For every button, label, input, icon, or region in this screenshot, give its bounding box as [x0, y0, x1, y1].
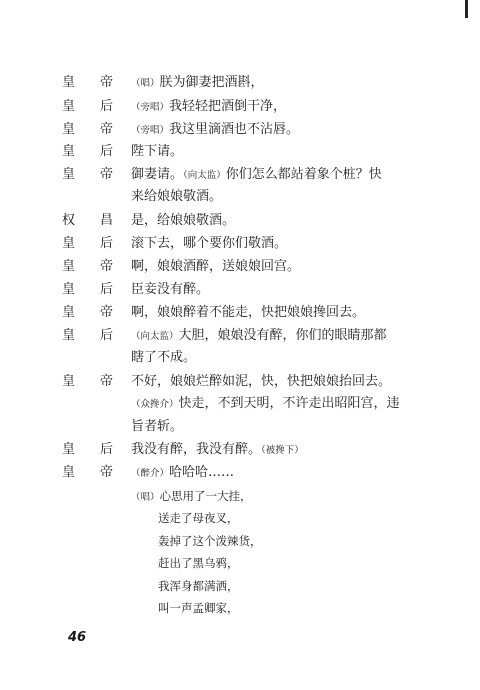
- speaker-name: [62, 164, 120, 186]
- spoken-text: 臣妾没有醉。: [131, 282, 210, 297]
- speaker-char: 皇: [62, 282, 76, 297]
- spoken-text: 哈哈哈……: [169, 465, 235, 480]
- dialogue-line: [0, 141, 480, 163]
- verse-text: 轰掉了这个泼辣货，: [158, 534, 262, 548]
- verse-text: 赶出了黑乌鸦，: [158, 556, 239, 570]
- verse-line: [158, 553, 239, 573]
- speaker-char: 皇: [62, 442, 76, 457]
- dialogue-line: [0, 233, 480, 255]
- spoken-text: 陛下请。: [131, 144, 184, 159]
- speaker-char: 后: [100, 99, 114, 114]
- line-text: [131, 371, 391, 393]
- stage-direction: （唱）: [131, 492, 160, 503]
- spoken-text: 朕为御妻把酒斟，: [159, 75, 264, 90]
- speaker-name: [62, 141, 120, 163]
- verse-line: [131, 486, 252, 506]
- speaker-char: 后: [100, 144, 114, 159]
- line-text: [131, 72, 264, 95]
- speaker-name: [62, 462, 120, 484]
- dialogue-line: [0, 72, 480, 94]
- dialogue-line: [0, 119, 480, 141]
- speaker-name: [62, 233, 120, 255]
- spoken-text: 来给娘娘敬酒。: [131, 189, 223, 204]
- continuation-text: [131, 416, 183, 438]
- dialogue-line: [0, 96, 480, 118]
- line-text: [131, 210, 235, 232]
- speaker-name: [62, 210, 120, 232]
- line-text: [131, 439, 304, 462]
- speaker-char: 皇: [62, 465, 76, 480]
- speaker-char: 皇: [62, 122, 76, 137]
- spoken-text: 啊，娘娘醉着不能走，快把娘娘搀回去。: [131, 305, 366, 320]
- dialogue-line: [0, 302, 480, 324]
- verse-line: [158, 508, 239, 528]
- spoken-text: 是，给娘娘敬酒。: [131, 213, 236, 228]
- speaker-char: 皇: [62, 305, 76, 320]
- dialogue-line: [0, 371, 480, 393]
- speaker-char: 帝: [100, 259, 114, 274]
- speaker-char: 权: [62, 213, 76, 228]
- spoken-text: 啊，娘娘酒醉，送娘娘回宫。: [131, 259, 301, 274]
- speaker-char: 帝: [100, 167, 114, 182]
- dialogue-line: [0, 347, 480, 369]
- dialogue-line: [0, 164, 480, 186]
- stage-direction: （向太监）: [183, 170, 226, 181]
- speaker-name: [62, 302, 120, 324]
- speaker-char: 昌: [100, 213, 114, 228]
- speaker-name: [62, 325, 120, 347]
- speaker-char: 后: [100, 328, 114, 343]
- speaker-name: [62, 72, 120, 94]
- dialogue-line: [0, 256, 480, 278]
- verse-line: [158, 576, 239, 596]
- speaker-char: 帝: [100, 465, 114, 480]
- stage-direction: （醉介）: [131, 468, 170, 479]
- speaker-char: 皇: [62, 144, 76, 159]
- dialogue-line: [0, 279, 480, 301]
- page-number: 46: [68, 630, 87, 645]
- verse-line: [158, 531, 262, 551]
- line-text: [131, 164, 382, 187]
- dialogue-line: [0, 462, 480, 484]
- verse-text: 送走了母夜叉，: [158, 511, 239, 525]
- dialogue-line: [0, 393, 480, 415]
- dialogue-line: [0, 325, 480, 347]
- speaker-name: [62, 96, 120, 118]
- continuation-text: [131, 347, 196, 369]
- speaker-char: 帝: [100, 122, 114, 137]
- spoken-text: 大胆，娘娘没有醉，你们的眼睛那都: [178, 328, 387, 343]
- continuation-text: [131, 186, 222, 208]
- spoken-text: 瞎了不成。: [131, 350, 197, 365]
- line-text: [131, 119, 299, 142]
- continuation-text: [131, 393, 400, 416]
- speaker-name: [62, 119, 120, 141]
- dialogue-line: [0, 186, 480, 208]
- speaker-char: 后: [100, 442, 114, 457]
- dialogue-line: [0, 416, 480, 438]
- verse-text: 心思用了一大挂，: [159, 489, 252, 503]
- stage-direction: （旁唱）: [131, 102, 170, 113]
- line-text: [131, 233, 287, 255]
- spoken-text: 旨者斩。: [131, 419, 184, 434]
- speaker-name: [62, 371, 120, 393]
- spoken-text: 御妻请。: [131, 167, 184, 182]
- speaker-char: 帝: [100, 305, 114, 320]
- line-text: [131, 325, 387, 348]
- speaker-char: 皇: [62, 374, 76, 389]
- spoken-text: 不好，娘娘烂醉如泥，快，快把娘娘抬回去。: [131, 374, 392, 389]
- speaker-name: [62, 279, 120, 301]
- stage-direction: （旁唱）: [131, 125, 170, 136]
- spoken-text: 快走，不到天明，不许走出昭阳宫，违: [178, 396, 400, 411]
- dialogue-line: [0, 210, 480, 232]
- spoken-text: 你们怎么都站着象个桩？快: [225, 167, 382, 182]
- speaker-char: 皇: [62, 236, 76, 251]
- page-edge-mark: [465, 0, 468, 18]
- spoken-text: 我没有醉，我没有醉。: [131, 442, 262, 457]
- stage-direction: （向太监）: [131, 331, 179, 342]
- speaker-char: 帝: [100, 75, 114, 90]
- line-text: [131, 141, 183, 163]
- speaker-char: 皇: [62, 259, 76, 274]
- line-text: [131, 256, 300, 278]
- line-text: [131, 279, 209, 301]
- speaker-char: 后: [100, 236, 114, 251]
- verse-text: 我浑身都满洒，: [158, 579, 239, 593]
- verse-text: 叫一声孟卿家，: [158, 601, 239, 615]
- verse-line: [158, 598, 239, 618]
- speaker-char: 皇: [62, 75, 76, 90]
- line-text: [131, 302, 365, 324]
- speaker-name: [62, 439, 120, 461]
- speaker-char: 后: [100, 282, 114, 297]
- line-text: [131, 96, 286, 119]
- stage-direction: （被搀下）: [261, 445, 304, 456]
- spoken-text: 我轻轻把酒倒干净，: [169, 99, 287, 114]
- spoken-text: 滚下去，哪个要你们敬酒。: [131, 236, 288, 251]
- line-text: [131, 462, 234, 485]
- speaker-char: 帝: [100, 374, 114, 389]
- dialogue-line: [0, 439, 480, 461]
- spoken-text: 我这里滴酒也不沾唇。: [169, 122, 300, 137]
- stage-direction: （唱）: [131, 78, 160, 89]
- speaker-char: 皇: [62, 99, 76, 114]
- speaker-char: 皇: [62, 167, 76, 182]
- stage-direction: （众搀介）: [131, 399, 179, 410]
- speaker-name: [62, 256, 120, 278]
- speaker-char: 皇: [62, 328, 76, 343]
